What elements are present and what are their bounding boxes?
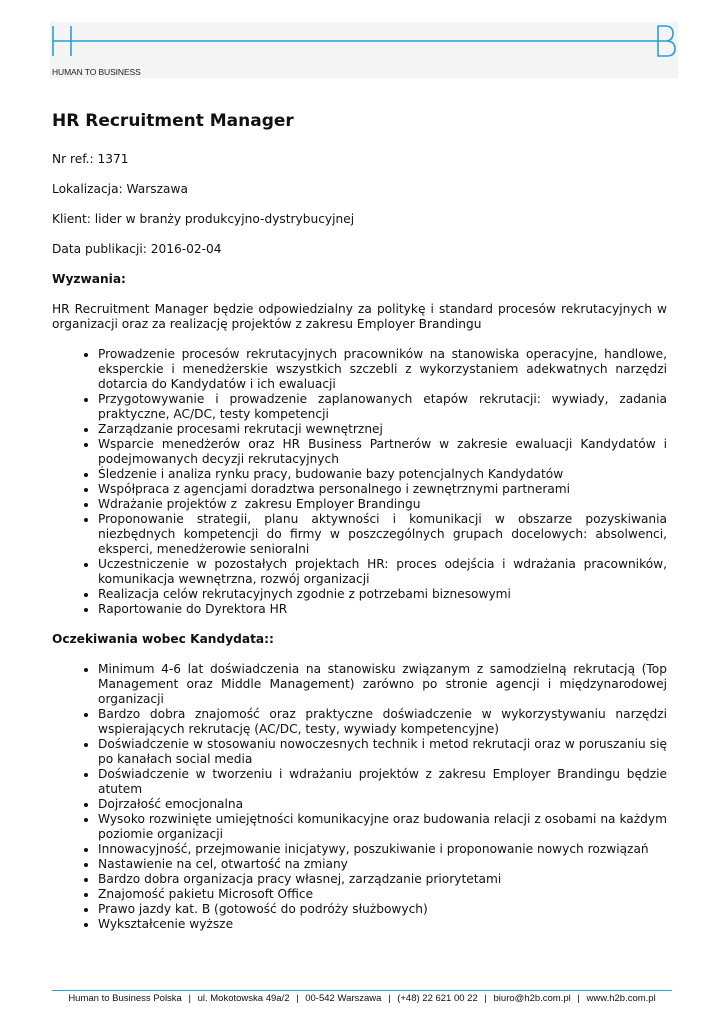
list-item: • Uczestniczenie w pozostałych projektach HR: proces odejścia i wdrażania pracowników, komunikacja wewnętrzna, rozwój organizacji [98, 557, 667, 587]
list-item: • Prawo jazdy kat. B (gotowość do podróży służbowych) [98, 902, 667, 917]
footer-separator: | [388, 993, 391, 1004]
footer-website[interactable]: www.h2b.com.pl [586, 993, 656, 1004]
list-item: • Realizacja celów rekrutacyjnych zgodnie z potrzebami biznesowymi [98, 587, 667, 602]
list-item: • Wsparcie menedżerów oraz HR Business Partnerów w zakresie ewaluacji Kandydatów i podejmowanych decyzji rekrutacyjnych [98, 437, 667, 467]
footer-separator: | [188, 993, 191, 1004]
h2b-logo [50, 22, 680, 64]
reference-number: Nr ref.: 1371 [52, 152, 129, 166]
challenges-list [52, 347, 667, 617]
brand-caption: HUMAN TO BUSINESS [52, 67, 141, 77]
list-item: • Nastawienie na cel, otwartość na zmiany [98, 857, 667, 872]
client-description: Klient: lider w branży produkcyjno-dystrybucyjnej [52, 212, 355, 226]
footer-separator: | [296, 993, 299, 1004]
footer-company: Human to Business Polska [68, 993, 182, 1004]
footer-address: ul. Mokotowska 49a/2 [197, 993, 290, 1004]
footer-separator: | [577, 993, 580, 1004]
footer-phone: (+48) 22 621 00 22 [397, 993, 478, 1004]
footer-city: 00-542 Warszawa [305, 993, 382, 1004]
list-item: • Przygotowywanie i prowadzenie zaplanowanych etapów rekrutacji: wywiady, zadania praktyczne, AC/DC, testy kompetencji [98, 392, 667, 422]
footer-divider [52, 990, 672, 991]
list-item: • Zarządzanie procesami rekrutacji wewnętrznej [98, 422, 667, 437]
list-item: • Wykształcenie wyższe [98, 917, 667, 932]
list-item: • Współpraca z agencjami doradztwa personalnego i zewnętrznymi partnerami [98, 482, 667, 497]
job-location: Lokalizacja: Warszawa [52, 182, 188, 196]
list-item: • Dojrzałość emocjonalna [98, 797, 667, 812]
publication-date: Data publikacji: 2016-02-04 [52, 242, 222, 256]
list-item: • Innowacyjność, przejmowanie inicjatywy, poszukiwanie i proponowanie nowych rozwiązań [98, 842, 667, 857]
challenges-intro: HR Recruitment Manager będzie odpowiedzialny za politykę i standard procesów rekrutacyjnych w organizacji oraz za realizację projektów z zakresu Employer Brandingu [52, 302, 667, 331]
footer-email[interactable]: biuro@h2b.com.pl [493, 993, 571, 1004]
job-posting [52, 110, 667, 947]
footer-separator: | [484, 993, 487, 1004]
list-item: • Doświadczenie w tworzeniu i wdrażaniu projektów z zakresu Employer Brandingu będzie atutem [98, 767, 667, 797]
list-item: • Śledzenie i analiza rynku pracy, budowanie bazy potencjalnych Kandydatów [98, 467, 667, 482]
list-item: • Wdrażanie projektów z zakresu Employer Brandingu [98, 497, 667, 512]
expectations-heading: Oczekiwania wobec Kandydata:: [52, 632, 274, 646]
footer [52, 993, 672, 1004]
job-title: HR Recruitment Manager [52, 111, 294, 131]
list-item: • Doświadczenie w stosowaniu nowoczesnych technik i metod rekrutacji oraz w poruszaniu się po kanałach social media [98, 737, 667, 767]
challenges-heading: Wyzwania: [52, 272, 126, 286]
list-item: • Proponowanie strategii, planu aktywności i komunikacji w obszarze pozyskiwania niezbędnych kompetencji do firmy w poszczególnych grupach docelowych: absolwenci, eksperci, menedżerowie senioralni [98, 512, 667, 557]
list-item: • Znajomość pakietu Microsoft Office [98, 887, 667, 902]
list-item: • Wysoko rozwinięte umiejętności komunikacyjne oraz budowania relacji z osobami na każdym poziomie organizacji [98, 812, 667, 842]
list-item: • Raportowanie do Dyrektora HR [98, 602, 667, 617]
expectations-list [52, 662, 667, 932]
list-item: • Bardzo dobra organizacja pracy własnej, zarządzanie priorytetami [98, 872, 667, 887]
logo-b-letter [658, 26, 675, 56]
list-item: • Bardzo dobra znajomość oraz praktyczne doświadczenie w wykorzystywaniu narzędzi wspierających rekrutację (AC/DC, testy, wywiady kompetencyjne) [98, 707, 667, 737]
list-item: • Prowadzenie procesów rekrutacyjnych pracowników na stanowiska operacyjne, handlowe, eksperckie i menedżerskie wszystkich szczebli z wykorzystaniem adekwatnych narzędzi dotarcia do Kandydatów i ich ewaluacji [98, 347, 667, 392]
list-item: • Minimum 4-6 lat doświadczenia na stanowisku związanym z samodzielną rekrutacją (Top Management oraz Middle Management) zarówno po stronie agencji i międzynarodowej organizacji [98, 662, 667, 707]
